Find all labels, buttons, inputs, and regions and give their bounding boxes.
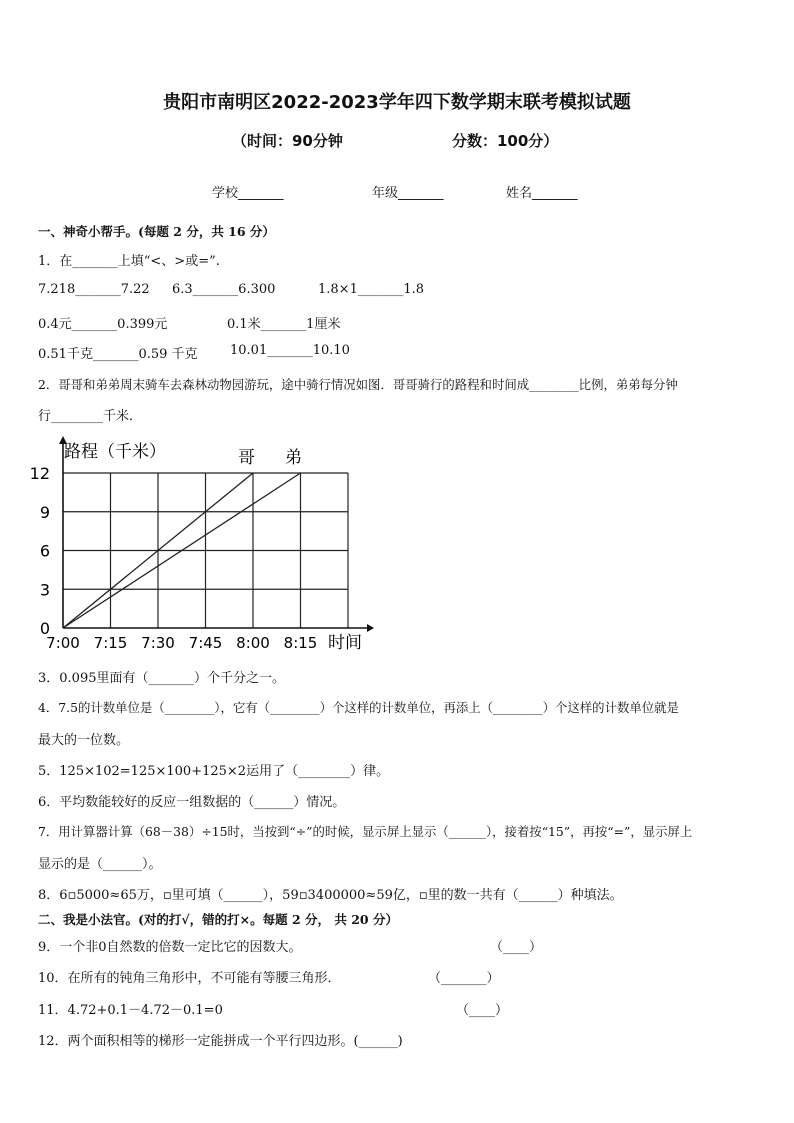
y-tick-label: 9 [39,502,50,522]
x-tick-label: 7:30 [141,634,175,652]
q3: 3．0.095里面有（_______）个千分之一。 [38,671,285,686]
y-tick-label: 3 [39,580,50,600]
x-tick-label: 7:00 [46,634,80,652]
q1-item: 10.01_______10.10 [230,343,350,358]
chart-ticks [30,464,317,652]
q7-line1: 7．用计算器计算（68－38）÷15时，当按到“÷”的时候，显示屏上显示（______），接着按“15”，再按“=”，显示屏上 [38,824,693,839]
school-field: 学校_______ [212,186,284,201]
q1-item: 0.1米_______1厘米 [227,317,341,332]
y-tick-label: 0 [39,619,50,638]
q5: 5．125×102=125×100+125×2运用了（________）律。 [38,764,390,779]
q4-line2: 最大的一位数。 [38,733,130,748]
x-tick-label: 7:45 [188,634,223,652]
q12: 12．两个面积相等的梯形一定能拼成一个平行四边形。(______) [38,1034,403,1049]
q7-line2: 显示的是（______）。 [38,857,162,872]
q2-line1: 2．哥哥和弟弟周末骑车去森林动物园游玩，途中骑行情况如图．哥哥骑行的路程和时间成________比例，弟弟每分钟 [38,377,678,392]
q1-stem: 1．在_______上填“<、>或=”. [38,254,220,269]
q6: 6．平均数能较好的反应一组数据的（______）情况。 [38,795,346,810]
q4-line1: 4．7.5的计数单位是（________），它有（________）个这样的计数单位，再添上（________）个这样的计数单位就是 [38,700,679,715]
y-tick-label: 6 [39,541,50,561]
q1-item: 7.218_______7.22 [38,282,150,297]
x-tick-label: 8:15 [283,634,318,652]
q9: 9．一个非0自然数的倍数一定比它的因数大。 [38,940,302,955]
grade-field: 年级_______ [372,186,444,201]
q9-blank: （____） [490,940,543,955]
q1-item: 1.8×1_______1.8 [318,282,425,297]
x-axis-arrow [367,624,374,632]
series-label-di: 弟 [285,448,302,468]
chart-axes [59,436,374,632]
q1-item: 6.3_______6.300 [172,282,276,297]
exam-time: （时间：90分钟 [232,132,343,150]
x-axis-label: 时间 [328,633,362,653]
q11-blank: （____） [456,1003,509,1018]
q10-blank: （_______） [428,971,500,986]
q1-item: 0.51千克_______0.59 千克 [38,347,198,362]
q1-item: 0.4元_______0.399元 [38,317,168,332]
y-axis-label: 路程（千米） [64,442,166,462]
section2-heading: 二、我是小法官。(对的打√，错的打×。每题 2 分， 共 20 分） [38,912,398,927]
chart-grid [63,473,348,628]
name-field: 姓名_______ [506,186,578,201]
q11: 11．4.72+0.1－4.72－0.1=0 [38,1003,223,1018]
q2-line2: 行________千米． [38,409,143,424]
page-title: 贵阳市南明区2022-2023学年四下数学期末联考模拟试题 [163,92,631,113]
y-tick-label: 12 [30,464,50,483]
exam-score: 分数：100分） [452,132,559,150]
q8: 8．6▫5000≈65万，▫里可填（______），59▫3400000≈59亿，▫里的数一共有（______）种填法。 [38,888,623,903]
x-tick-label: 7:15 [93,634,128,652]
section1-heading: 一、神奇小帮手。(每题 2 分，共 16 分） [38,224,275,239]
distance-time-chart [30,430,380,660]
series-label-ge: 哥 [238,448,255,468]
q10: 10．在所有的钝角三角形中，不可能有等腰三角形． [38,971,341,986]
x-tick-label: 8:00 [236,634,270,652]
